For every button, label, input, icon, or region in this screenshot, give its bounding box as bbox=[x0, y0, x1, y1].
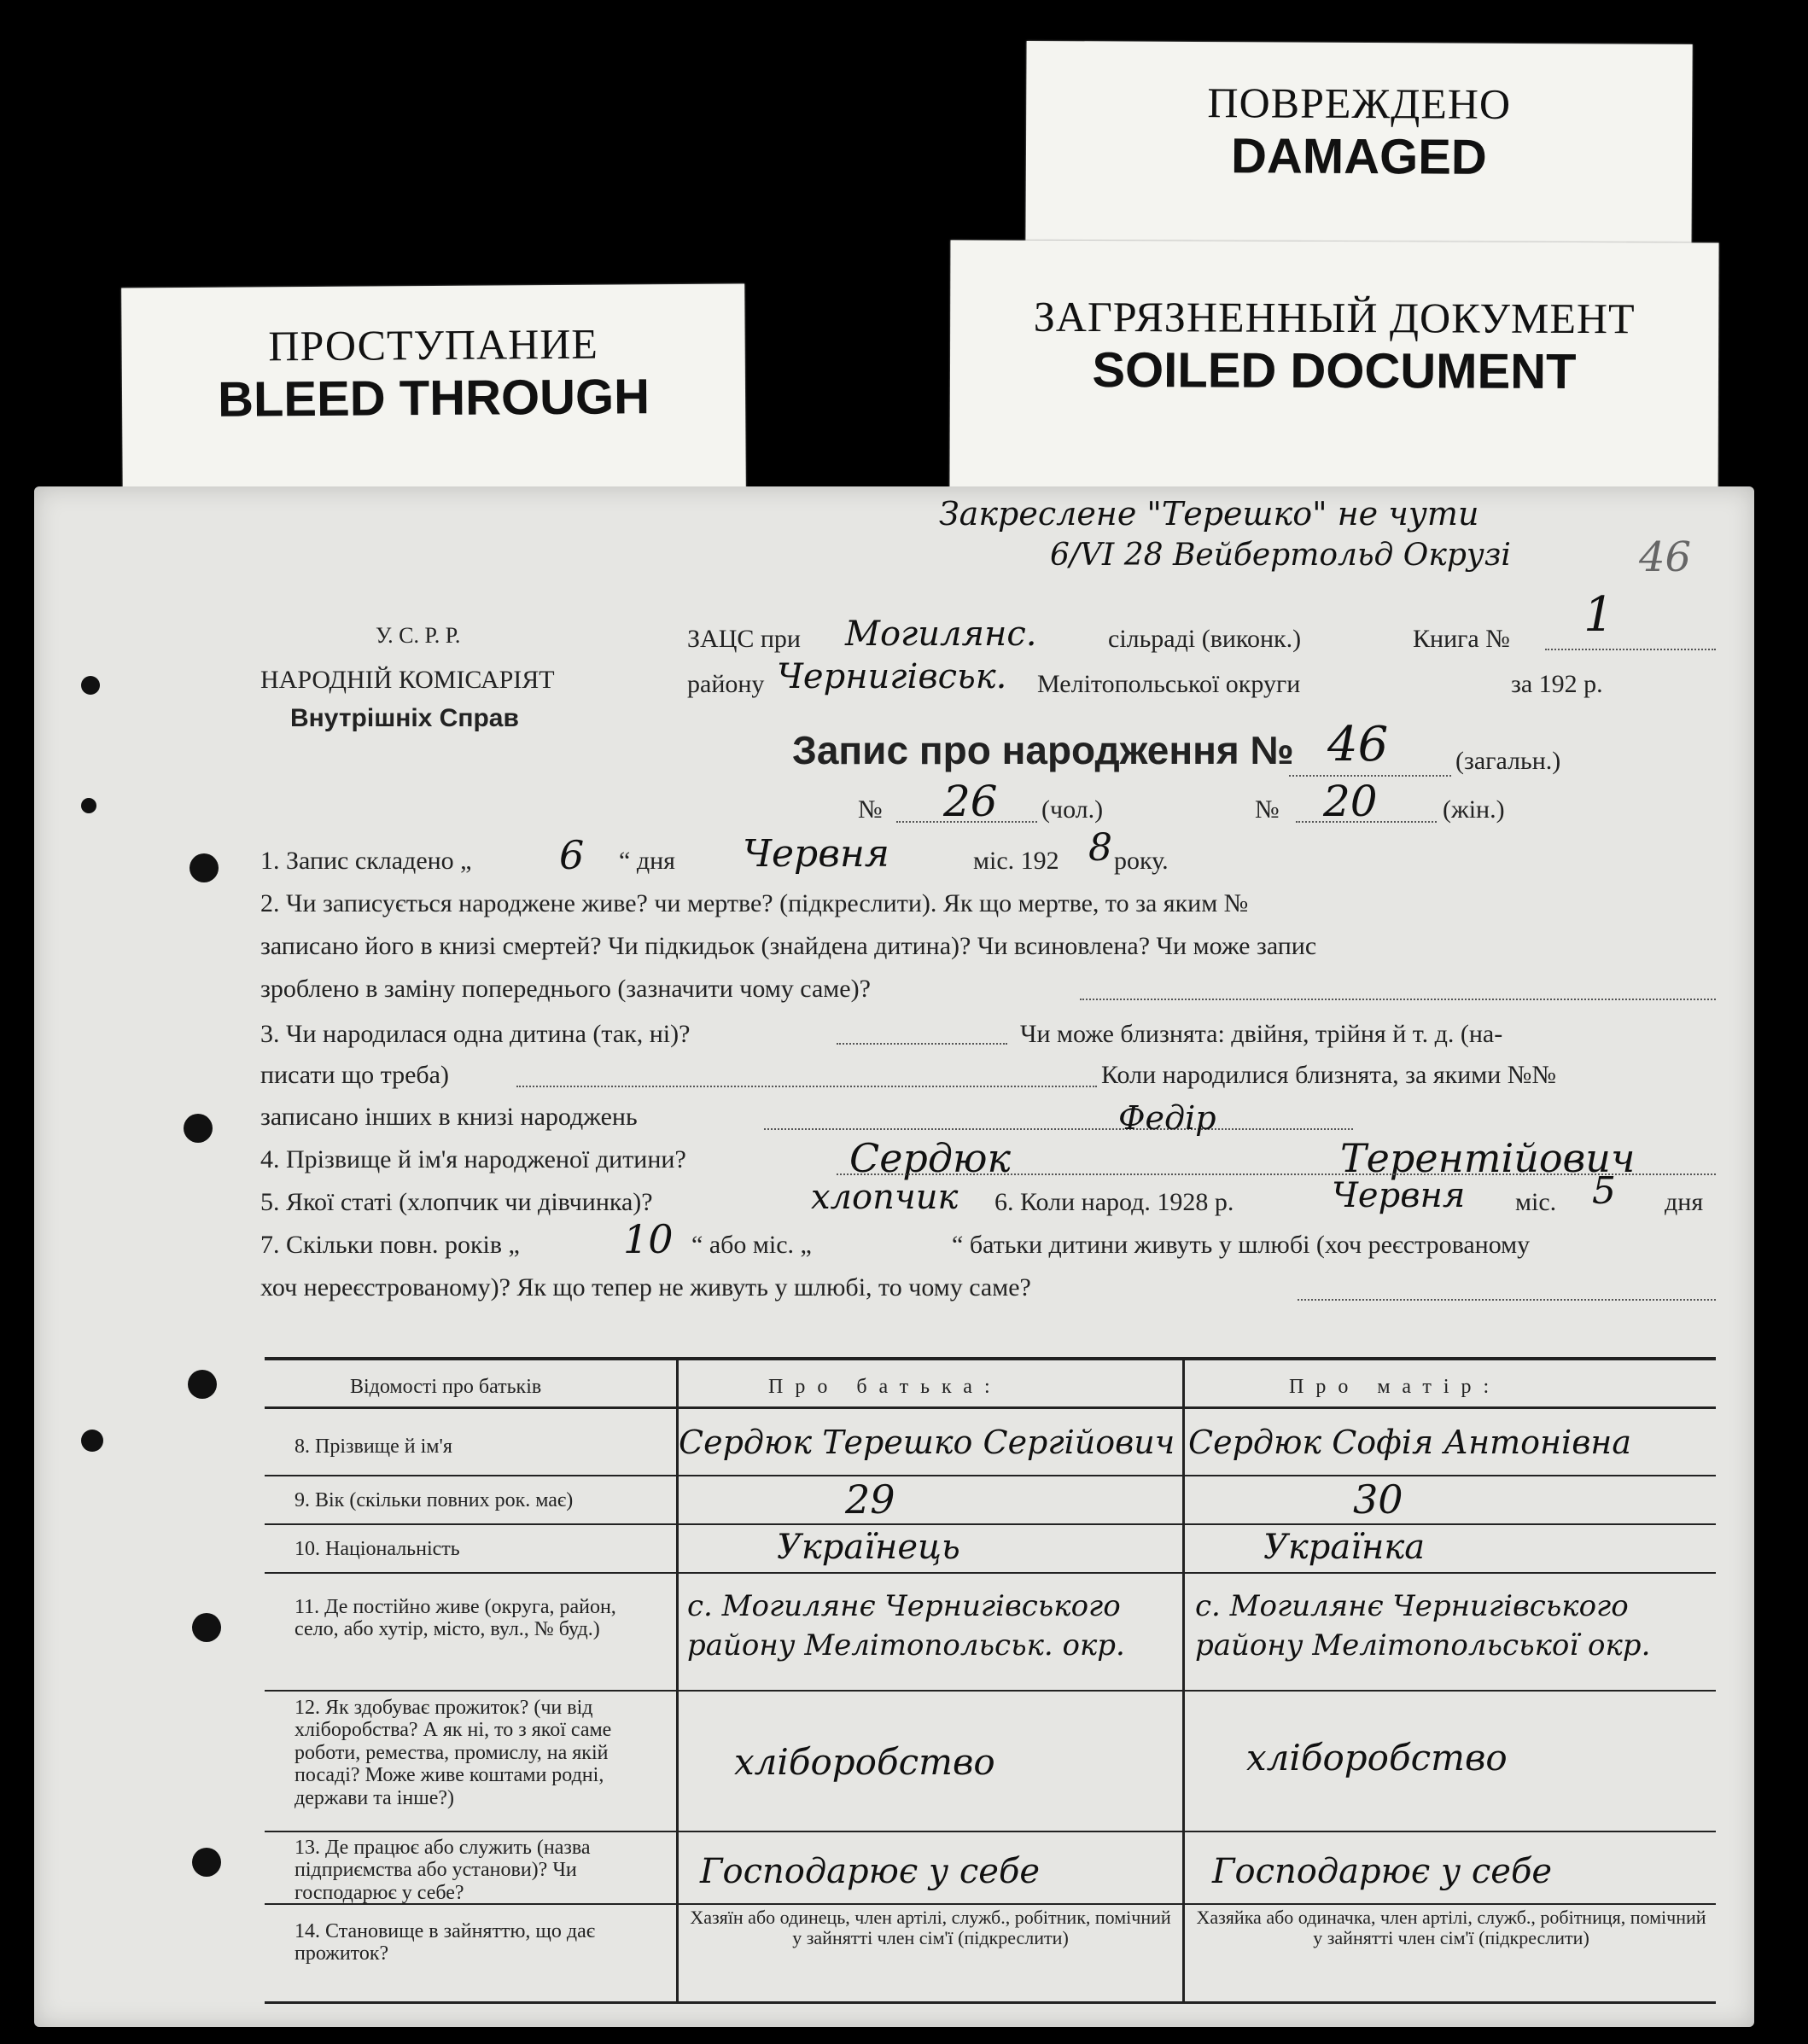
q5-sex: хлопчик bbox=[811, 1178, 959, 1217]
table-header-mother: Про матір: bbox=[1289, 1376, 1502, 1398]
binding-hole bbox=[190, 853, 219, 882]
q4-dots bbox=[837, 1173, 1716, 1175]
binding-hole bbox=[81, 798, 96, 813]
q3-line-2a: писати що треба) bbox=[260, 1061, 449, 1089]
mother-occupation-status: Хазяйка або одиначка, член артілі, служб., робітниця, помічний у зайнятті член сім'ї (підкреслити) bbox=[1196, 1907, 1706, 1949]
table-row-label: 9. Вік (скільки повних рок. має) bbox=[295, 1489, 574, 1511]
record-general-label: (загальн.) bbox=[1455, 747, 1561, 775]
soiled-label-ru: ЗАГРЯЗНЕННЫЙ ДОКУМЕНТ bbox=[1033, 292, 1636, 343]
bleed-label-en: BLEED THROUGH bbox=[217, 369, 650, 428]
soiled-label-en: SOILED DOCUMENT bbox=[1092, 342, 1577, 399]
mother-workplace: Господарює у себе bbox=[1212, 1852, 1553, 1891]
book-value: 1 bbox=[1583, 587, 1614, 643]
q2-line-1: 2. Чи записується народжене живе? чи мертве? (підкреслити). Як що мертве, то за яким № bbox=[260, 889, 1249, 917]
table-row-rule bbox=[265, 1475, 1716, 1476]
female-number: 20 bbox=[1323, 777, 1378, 826]
department-header: Внутрішніх Справ bbox=[290, 704, 519, 732]
q3-dots-3 bbox=[764, 1128, 1353, 1130]
father-workplace: Господарює у себе bbox=[700, 1852, 1041, 1891]
book-label: Книга № bbox=[1413, 625, 1510, 653]
bleed-label bbox=[121, 283, 746, 499]
binding-hole bbox=[192, 1848, 221, 1877]
q7-text-c: “ батьки дитини живуть у шлюбі (хоч реєстрованому bbox=[952, 1231, 1531, 1259]
q2-line-2: записано його в книзі смертей? Чи підкидьок (знайдена дитина)? Чи всиновлена? Чи може запис bbox=[260, 932, 1317, 960]
q7-line-2: хоч нереєстрованому)? Як що тепер не живуть у шлюбі, то чому саме? bbox=[260, 1273, 1031, 1302]
table-bottom-rule bbox=[265, 2001, 1716, 2004]
table-row-rule bbox=[265, 1572, 1716, 1574]
father-age: 29 bbox=[845, 1476, 895, 1523]
damaged-label-en: DAMAGED bbox=[1230, 128, 1487, 185]
q7-years: 10 bbox=[623, 1216, 674, 1262]
q4-text: 4. Прізвище й ім'я народженої дитини? bbox=[260, 1145, 686, 1173]
q4-child-patronymic: Терентійович bbox=[1340, 1135, 1636, 1181]
female-number-label: № bbox=[1255, 795, 1280, 824]
q3-dots-1 bbox=[837, 1043, 1007, 1045]
q2-dots bbox=[1080, 999, 1716, 1000]
damaged-label-ru: ПОВРЕЖДЕНО bbox=[1207, 79, 1512, 128]
table-row-label: 10. Національність bbox=[295, 1538, 460, 1560]
q1-text-a: 1. Запис складено „ bbox=[260, 847, 472, 875]
annotation-line-2: 6/VI 28 Вейбертольд Окрузі bbox=[1050, 538, 1511, 573]
mother-name: Сердюк Софія Антонівна bbox=[1188, 1424, 1631, 1461]
binding-hole bbox=[184, 1114, 213, 1143]
q5-text: 5. Якої статі (хлопчик чи дівчинка)? bbox=[260, 1188, 653, 1216]
father-occupation-status: Хазяїн або одинець, член артілі, служб., робітник, помічний у зайнятті член сім'ї (підкреслити) bbox=[690, 1907, 1171, 1949]
q3-line-1a: 3. Чи народилася одна дитина (так, ні)? bbox=[260, 1020, 691, 1048]
table-row-rule bbox=[265, 1690, 1716, 1692]
father-livelihood: хліборобство bbox=[734, 1741, 995, 1783]
table-row-label: 11. Де постійно живе (округа, район, село, або хутір, місто, вул., № буд.) bbox=[295, 1596, 616, 1641]
record-title: Запис про народження № bbox=[792, 728, 1294, 772]
q3-line-1b: Чи може близнята: двійня, трійня й т. д. (на- bbox=[1020, 1020, 1503, 1048]
table-top-rule bbox=[265, 1357, 1716, 1360]
q6-day: 5 bbox=[1592, 1169, 1616, 1213]
mother-nationality: Українка bbox=[1263, 1528, 1426, 1567]
annotation-line-1: Закреслене "Терешко" не чути bbox=[939, 495, 1479, 533]
q7-text-a: 7. Скільки повн. років „ bbox=[260, 1231, 520, 1259]
table-row-rule bbox=[265, 1831, 1716, 1832]
birth-record-form bbox=[34, 486, 1754, 2027]
book-dots bbox=[1545, 649, 1716, 650]
q3-dots-2 bbox=[516, 1086, 1097, 1087]
zags-value: Могилянс. bbox=[845, 614, 1037, 654]
soiled-label bbox=[949, 240, 1718, 498]
table-row-label: 8. Прізвище й ім'я bbox=[295, 1435, 452, 1458]
q7-dots bbox=[1298, 1299, 1716, 1301]
q1-text-b: “ дня bbox=[619, 847, 675, 875]
zags-prefix: ЗАЦС при bbox=[687, 625, 801, 653]
q6-text-b: міс. bbox=[1515, 1188, 1557, 1216]
ussr-header: У. С. Р. Р. bbox=[376, 623, 461, 648]
q3-line-3: записано інших в книзі народжень bbox=[260, 1103, 638, 1131]
page-number: 46 bbox=[1639, 533, 1692, 581]
q4-child-surname: Сердюк bbox=[849, 1135, 1011, 1181]
q3-line-2b: Коли народилися близнята, за якими №№ bbox=[1101, 1061, 1557, 1089]
binding-hole bbox=[188, 1370, 217, 1399]
damaged-label bbox=[1025, 41, 1692, 258]
zags-suffix: сільраді (виконк.) bbox=[1108, 625, 1302, 653]
father-name: Сердюк Терешко Сергійович bbox=[679, 1424, 1175, 1461]
q6-month: Червня bbox=[1332, 1176, 1466, 1215]
q2-line-3: зроблено в заміну попереднього (зазначити чому саме)? bbox=[260, 975, 871, 1003]
q6-text-a: 6. Коли народ. 1928 р. bbox=[994, 1188, 1234, 1216]
male-number-suffix: (чол.) bbox=[1041, 795, 1104, 824]
q1-day: 6 bbox=[559, 832, 585, 878]
q1-year: 8 bbox=[1088, 826, 1112, 870]
binding-hole bbox=[81, 1430, 103, 1452]
father-nationality: Українець bbox=[777, 1528, 960, 1567]
binding-hole bbox=[192, 1613, 221, 1642]
female-number-suffix: (жін.) bbox=[1443, 795, 1505, 824]
q7-text-b: “ або міс. „ bbox=[691, 1231, 812, 1259]
q6-text-c: дня bbox=[1665, 1188, 1704, 1216]
district-prefix: району bbox=[687, 670, 765, 698]
table-header-parents: Відомості про батьків bbox=[350, 1376, 542, 1398]
commissariat-header: НАРОДНІЙ КОМІСАРІЯТ bbox=[260, 666, 555, 694]
district-value: Чернигівськ. bbox=[777, 657, 1007, 696]
q1-text-c: міс. 192 bbox=[973, 847, 1059, 875]
mother-age: 30 bbox=[1353, 1476, 1403, 1523]
bleed-label-ru: ПРОСТУПАНИЕ bbox=[268, 319, 599, 370]
table-row-label: 14. Становище в зайняттю, що дає прожиток? bbox=[295, 1920, 596, 1965]
mother-residence: с. Могилянє Чернигівського району Мелітопольської окр. bbox=[1195, 1589, 1651, 1663]
table-header-rule bbox=[265, 1406, 1716, 1409]
binding-hole bbox=[81, 676, 100, 695]
district-suffix: Мелітопольської округи bbox=[1037, 670, 1301, 698]
table-row-label: 12. Як здобуває прожиток? (чи від хліборобства? А як ні, то з якої саме роботи, ремества, промислу, на якій посаді? Може живе коштами родні, держави та інше?) bbox=[295, 1697, 612, 1809]
mother-livelihood: хліборобство bbox=[1246, 1737, 1508, 1779]
q4-child-name-above: Федір bbox=[1118, 1099, 1216, 1137]
table-row-rule bbox=[265, 1523, 1716, 1525]
record-number: 46 bbox=[1327, 717, 1389, 772]
table-row-label: 13. Де працює або служить (назва підприємства або установи)? Чи господарює у себе? bbox=[295, 1837, 591, 1904]
male-number: 26 bbox=[943, 777, 998, 826]
table-header-father: Про батька: bbox=[768, 1376, 1002, 1398]
male-number-label: № bbox=[858, 795, 883, 824]
year-label: за 192 р. bbox=[1511, 670, 1603, 698]
father-residence: с. Могилянє Чернигівського району Мелітопольськ. окр. bbox=[687, 1589, 1125, 1663]
q1-text-d: року. bbox=[1114, 847, 1169, 875]
q1-month: Червня bbox=[743, 832, 889, 876]
